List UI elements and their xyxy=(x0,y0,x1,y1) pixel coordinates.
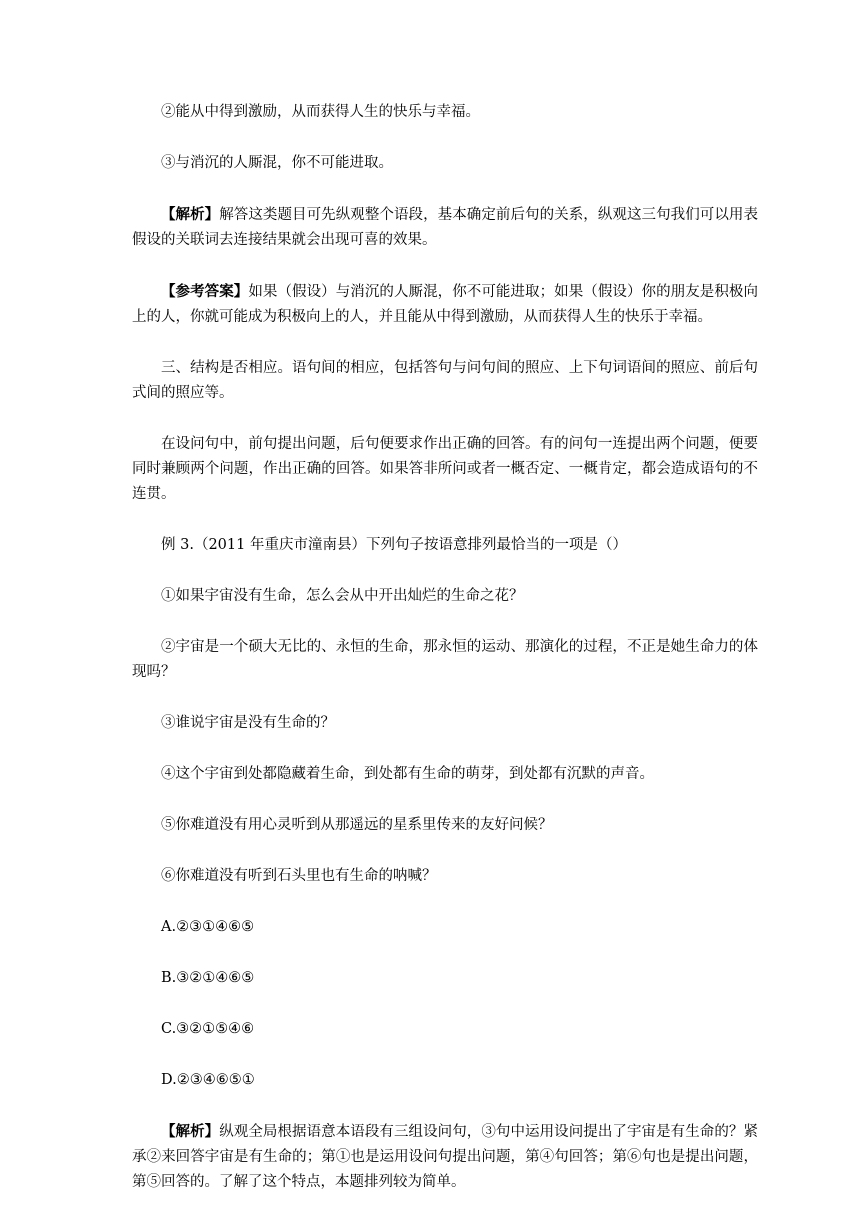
sentence-6: ⑥你难道没有听到石头里也有生命的呐喊？ xyxy=(161,868,437,884)
example-3-analysis-paragraph xyxy=(132,1119,758,1195)
sentence-2: ②宇宙是一个硕大无比的、永恒的生命，那永恒的运动、那演化的过程，不正是她生命力的体现吗？ xyxy=(132,639,758,680)
option-c: C.③②①⑤④⑥ xyxy=(161,1021,255,1037)
reference-answer-text: 如果（假设）与消沉的人厮混，你不可能进取；如果（假设）你的朋友是积极向上的人，你就可能成为积极向上的人，并且能从中得到激励，从而获得人生的快乐于幸福。 xyxy=(132,284,758,325)
sentence-1: ①如果宇宙没有生命，怎么会从中开出灿烂的生命之花？ xyxy=(161,588,524,604)
analysis-paragraph xyxy=(132,202,758,253)
example-3-question: 例 3.（2011 年重庆市潼南县）下列句子按语意排列最恰当的一项是（） xyxy=(161,537,627,553)
option-d: D.②③④⑥⑤① xyxy=(161,1072,255,1088)
option-b: B.③②①④⑥⑤ xyxy=(161,970,255,986)
rhetorical-question-explanation: 在设问句中，前句提出问题，后句便要求作出正确的回答。有的问句一连提出两个问题，便要同时兼顾两个问题，作出正确的回答。如果答非所问或者一概否定、一概肯定，都会造成语句的不连贯。 xyxy=(132,436,758,502)
example-3-analysis-text: 纵观全局根据语意本语段有三组设问句，③句中运用设问提出了宇宙是有生命的？紧承②来回答宇宙是有生命的；第①也是运用设问句提出问题，第④句回答；第⑥句也是提出问题，第⑤回答的。了解了这个特点，本题排列较为简单。 xyxy=(132,1124,758,1190)
document-body xyxy=(132,100,758,1221)
answer-line-2: ②能从中得到激励，从而获得人生的快乐与幸福。 xyxy=(161,104,480,120)
reference-answer-label: 【参考答案】 xyxy=(161,283,249,300)
analysis-label: 【解析】 xyxy=(161,206,220,223)
answer-line-3: ③与消沉的人厮混，你不可能进取。 xyxy=(161,155,393,171)
option-a: A.②③①④⑥⑤ xyxy=(161,919,255,935)
example-3-analysis-label: 【解析】 xyxy=(161,1123,220,1140)
sentence-5: ⑤你难道没有用心灵听到从那遥远的星系里传来的友好问候？ xyxy=(161,817,553,833)
section-heading-structure: 三、结构是否相应。语句间的相应，包括答句与问句间的照应、上下句词语间的照应、前后句式间的照应等。 xyxy=(132,360,758,401)
sentence-4: ④这个宇宙到处都隐藏着生命，到处都有生命的萌芽，到处都有沉默的声音。 xyxy=(161,766,654,782)
analysis-text: 解答这类题目可先纵观整个语段，基本确定前后句的关系，纵观这三句我们可以用表假设的关联词去连接结果就会出现可喜的效果。 xyxy=(132,207,758,248)
reference-answer-paragraph xyxy=(132,279,758,330)
sentence-3: ③谁说宇宙是没有生命的？ xyxy=(161,715,335,731)
